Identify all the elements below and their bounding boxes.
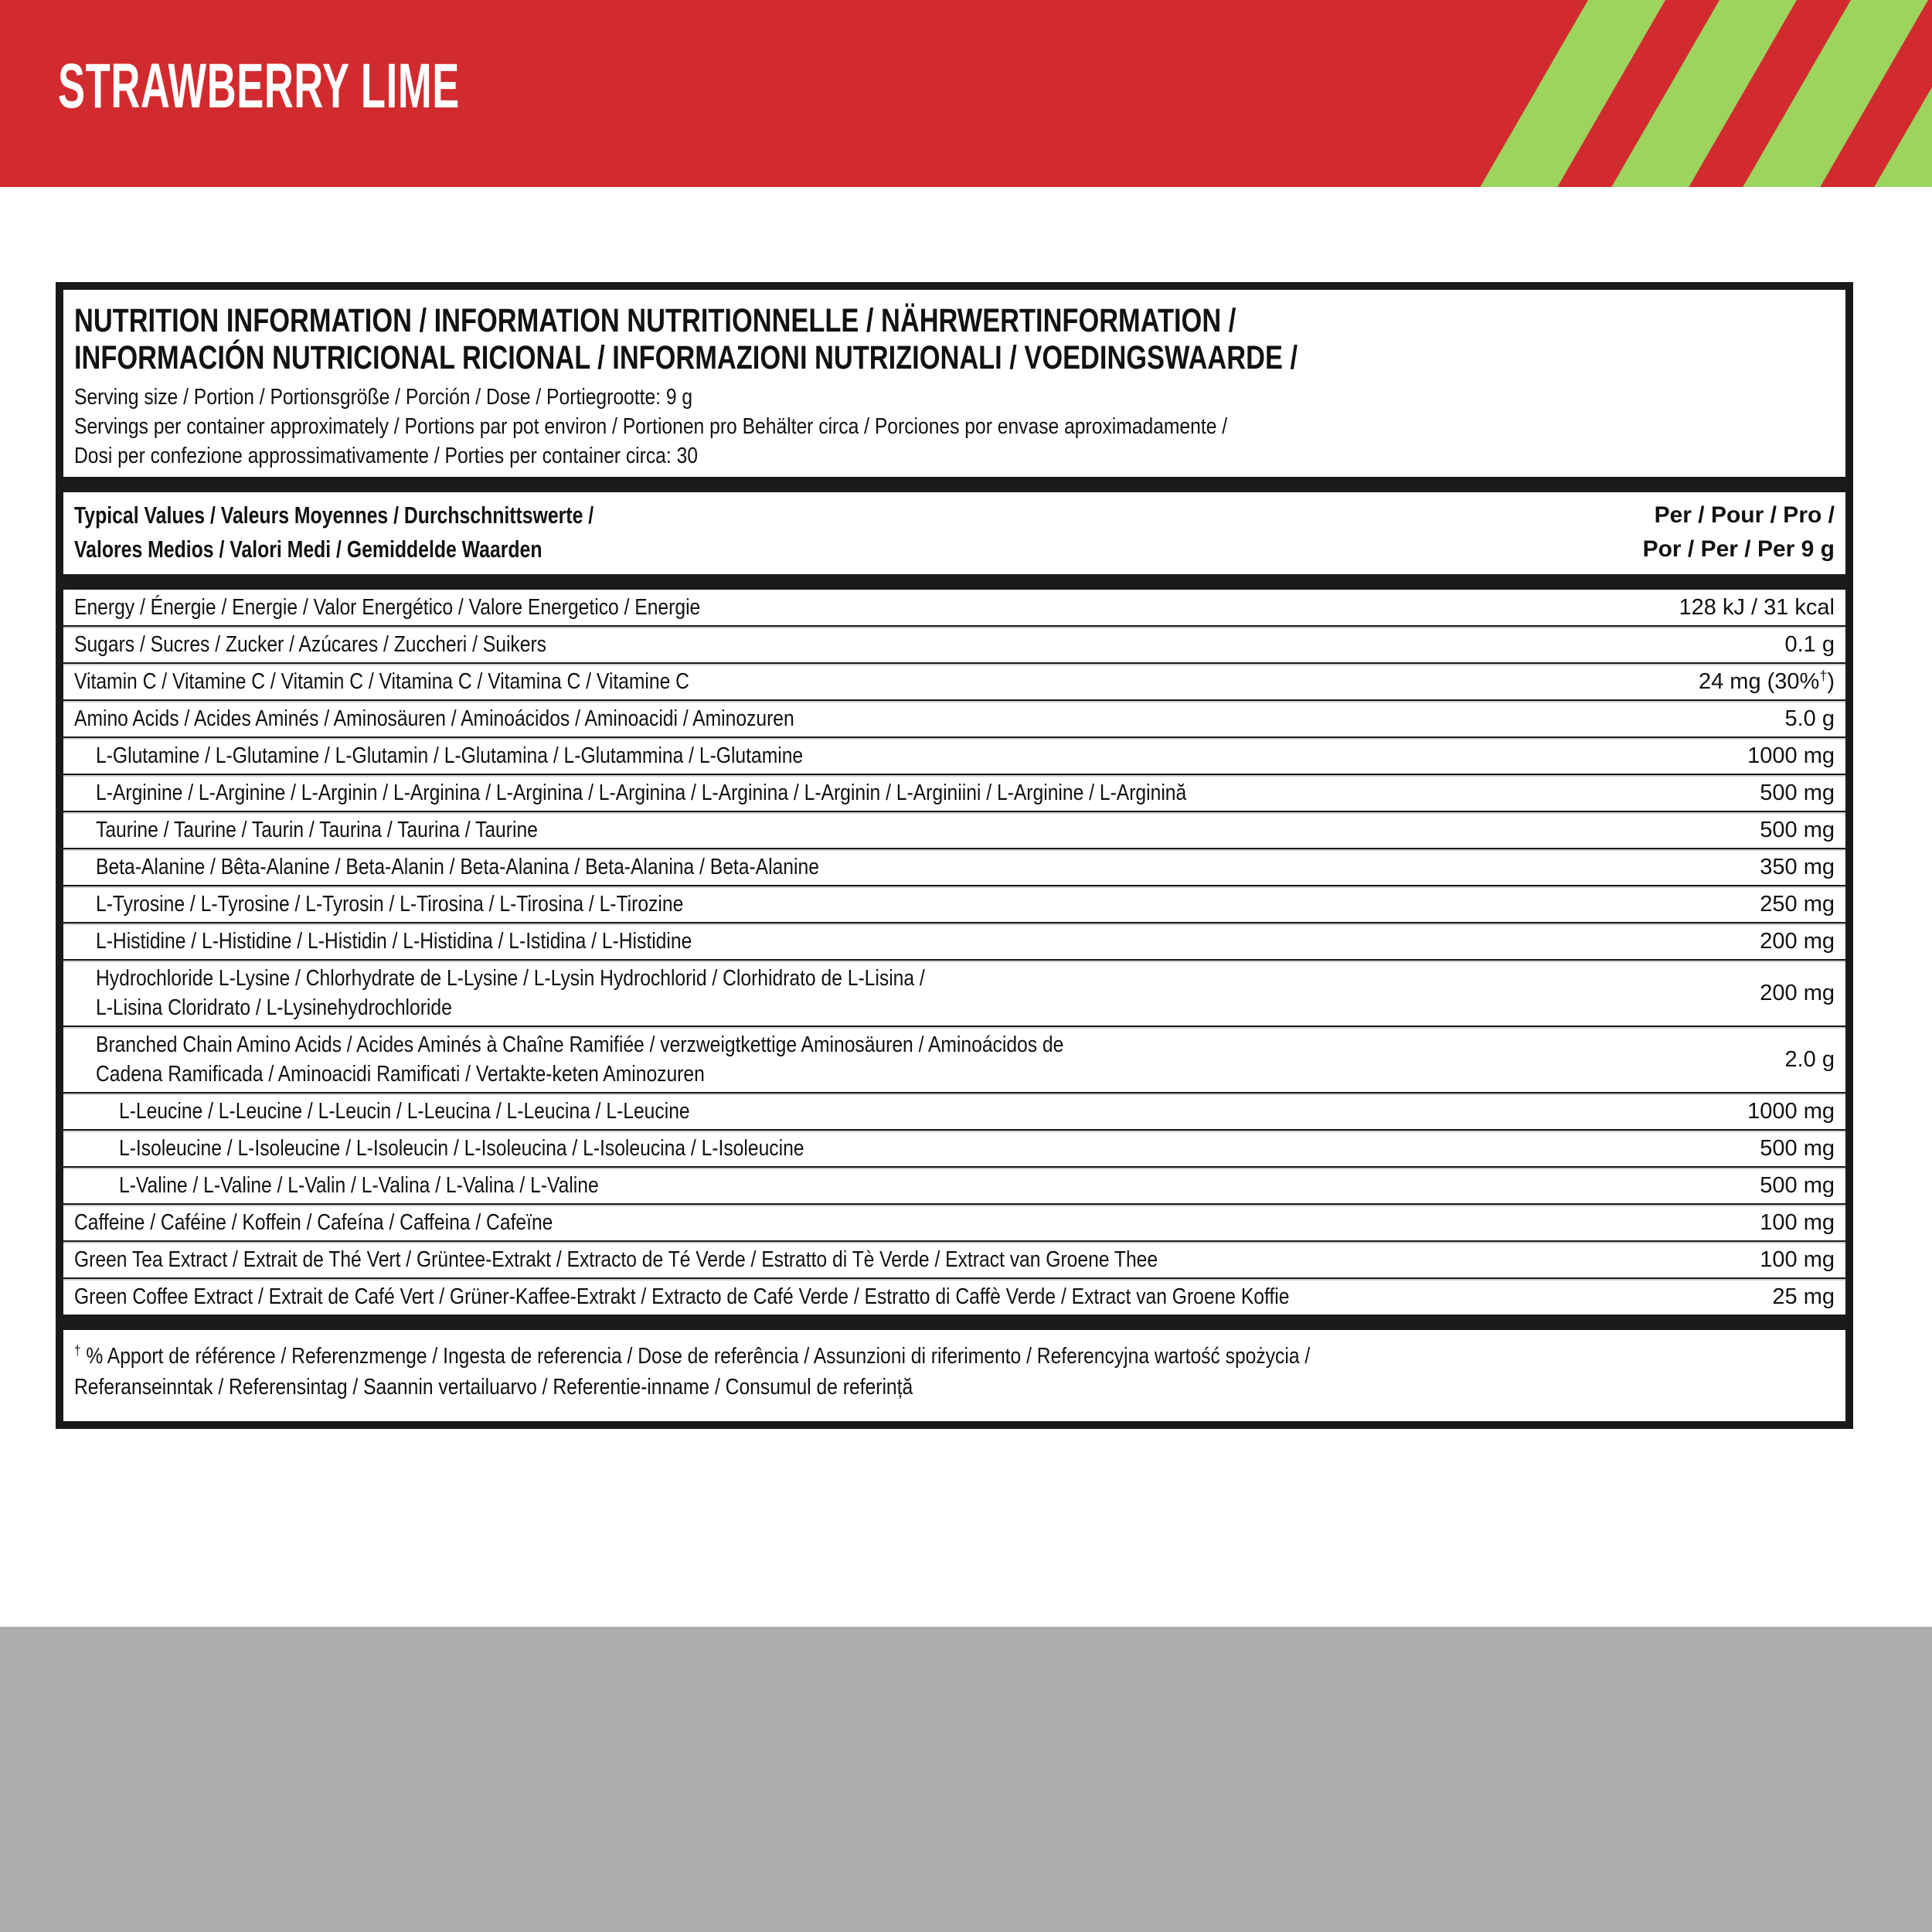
nutrient-label: L-Glutamine / L-Glutamine / L-Glutamin / L-Glutamina / L-Glutammina / L-Glutamine: [96, 743, 804, 768]
nutrient-value: 1000 mg: [1747, 743, 1835, 768]
nutrient-value: 500 mg: [1760, 781, 1835, 805]
nutrient-label: Green Coffee Extract / Extrait de Café Vert / Grüner-Kaffee-Extrakt / Extracto de Café Verde / Estratto di Caffè Verde / Extract van Groene Koffie: [74, 1284, 1290, 1309]
dagger-symbol: †: [74, 1342, 81, 1359]
table-row: [63, 1026, 1845, 1092]
nutrient-value: 100 mg: [1760, 1210, 1835, 1235]
nutrient-value: 25 mg: [1772, 1284, 1835, 1309]
bottom-gray-band: [0, 1627, 1932, 1932]
panel-header: [63, 290, 1845, 477]
table-row: [63, 959, 1845, 1026]
nutrient-label: Amino Acids / Acides Aminés / Aminosäuren / Aminoácidos / Aminoacidi / Aminozuren: [74, 706, 794, 731]
per-serving-line2: Por / Per / Per 9 g: [1642, 536, 1835, 562]
nutrient-value: 200 mg: [1760, 981, 1835, 1005]
nutrient-label: Branched Chain Amino Acids / Acides Aminés à Chaîne Ramifiée / verzweigtkettige Aminosäuren / Aminoácidos de Cadena Ramificada / Aminoacidi Ramificati / Vertakte-keten Aminozuren: [96, 1032, 1064, 1087]
nutrient-label: Green Tea Extract / Extrait de Thé Vert / Grüntee-Extrakt / Extracto de Té Verde / Estratto di Tè Verde / Extract van Groene Thee: [74, 1247, 1158, 1272]
nutrient-value: 5.0 g: [1784, 706, 1835, 731]
table-row: [63, 1203, 1845, 1240]
serving-size-line: Serving size / Portion / Portionsgröße / Porción / Dose / Portiegrootte: 9 g: [74, 385, 693, 410]
footnote: [63, 1330, 1845, 1421]
nutrient-value: 100 mg: [1760, 1247, 1835, 1272]
nutrient-label: Taurine / Taurine / Taurin / Taurina / Taurina / Taurine: [96, 818, 538, 842]
column-header-right: [1643, 498, 1835, 566]
table-row: [63, 1092, 1845, 1129]
panel-title-line2: INFORMACIÓN NUTRICIONAL RICIONAL / INFORMAZIONI NUTRIZIONALI / VOEDINGSWAARDE /: [74, 339, 1298, 376]
table-row: [63, 1277, 1845, 1315]
table-row: [63, 699, 1845, 736]
divider-bar: [63, 477, 1845, 492]
servings-per-container-line2: Dosi per confezione approssimativamente / Porties per container circa: 30: [74, 444, 699, 468]
table-row: [63, 662, 1845, 699]
nutrient-label: Sugars / Sucres / Zucker / Azúcares / Zuccheri / Suikers: [74, 632, 546, 657]
nutrient-value: 350 mg: [1760, 855, 1835, 879]
table-row: [63, 1166, 1845, 1203]
nutrient-label: Hydrochloride L-Lysine / Chlorhydrate de L-Lysine / L-Lysin Hydrochlorid / Clorhidrato de L-Lisina / L-Lisina Cloridrato / L-Lysinehydrochloride: [96, 966, 925, 1020]
nutrient-label: Beta-Alanine / Bêta-Alanine / Beta-Alanin / Beta-Alanina / Beta-Alanina / Beta-Alanine: [96, 855, 819, 879]
column-header-left: [74, 498, 723, 566]
table-row: [63, 922, 1845, 959]
nutrient-value: 500 mg: [1760, 1136, 1835, 1161]
table-row: [63, 774, 1845, 811]
footnote-line1: † % Apport de référence / Referenzmenge / Ingesta de referencia / Dose de referência / Assunzioni di riferimento / Referencyjna wartość spożycia /: [74, 1342, 1311, 1369]
flavor-banner: [0, 0, 1932, 187]
nutrient-label: L-Isoleucine / L-Isoleucine / L-Isoleucin / L-Isoleucina / L-Isoleucina / L-Isoleucine: [119, 1136, 804, 1161]
flavor-title: STRAWBERRY LIME: [58, 51, 460, 121]
nutrient-label: L-Arginine / L-Arginine / L-Arginin / L-Arginina / L-Arginina / L-Arginina / L-Arginina / L-Arginin / L-Arginiini / L-Arginine / L-Arginină: [96, 781, 1187, 805]
typical-values-line1: Typical Values / Valeurs Moyennes / Durchschnittswerte /: [74, 502, 594, 529]
nutrient-rows: [63, 590, 1845, 1315]
nutrient-label: L-Leucine / L-Leucine / L-Leucin / L-Leucina / L-Leucina / L-Leucine: [119, 1099, 690, 1124]
nutrient-value: 500 mg: [1760, 818, 1835, 842]
table-row: [63, 885, 1845, 922]
panel-title-line1: NUTRITION INFORMATION / INFORMATION NUTRITIONNELLE / NÄHRWERTINFORMATION /: [74, 302, 1236, 339]
nutrient-label: Energy / Énergie / Energie / Valor Energético / Valore Energetico / Energie: [74, 595, 701, 620]
nutrient-value: 0.1 g: [1784, 632, 1835, 657]
nutrition-panel: [56, 282, 1853, 1429]
divider-bar: [63, 574, 1845, 590]
table-row: [63, 736, 1845, 774]
footnote-line2: Referanseinntak / Referensintag / Saannin vertailuarvo / Referentie-inname / Consumul de referință: [74, 1375, 913, 1400]
nutrient-label: L-Tyrosine / L-Tyrosine / L-Tyrosin / L-Tirosina / L-Tirosina / L-Tirozine: [96, 892, 684, 917]
nutrient-label: Caffeine / Caféine / Koffein / Cafeína / Caffeina / Cafeïne: [74, 1210, 553, 1235]
servings-per-container-line1: Servings per container approximately / Portions par pot environ / Portionen pro Behälter circa / Porciones por envase aproximadamente /: [74, 414, 1228, 439]
nutrient-value: 200 mg: [1760, 929, 1835, 954]
nutrient-label: L-Valine / L-Valine / L-Valin / L-Valina / L-Valina / L-Valine: [119, 1173, 599, 1198]
divider-bar: [63, 1315, 1845, 1330]
table-row: [63, 811, 1845, 848]
nutrient-value: 128 kJ / 31 kcal: [1679, 595, 1835, 620]
nutrient-value: 500 mg: [1760, 1173, 1835, 1198]
nutrient-label: Vitamin C / Vitamine C / Vitamin C / Vitamina C / Vitamina C / Vitamine C: [74, 669, 689, 694]
typical-values-line2: Valores Medios / Valori Medi / Gemiddelde Waarden: [74, 536, 543, 563]
nutrient-value: 2.0 g: [1784, 1047, 1835, 1072]
nutrient-value: 1000 mg: [1747, 1099, 1835, 1124]
nutrient-label: L-Histidine / L-Histidine / L-Histidin / L-Histidina / L-Istidina / L-Histidine: [96, 929, 692, 954]
table-row: [63, 1240, 1845, 1277]
table-row: [63, 848, 1845, 885]
table-row: [63, 1129, 1845, 1166]
per-serving-line1: Per / Pour / Pro /: [1654, 502, 1835, 528]
table-row: [63, 625, 1845, 662]
column-header: [63, 492, 1845, 574]
nutrient-value: 250 mg: [1760, 892, 1835, 917]
nutrient-value: 24 mg (30%†): [1698, 668, 1835, 694]
table-row: [63, 590, 1845, 625]
